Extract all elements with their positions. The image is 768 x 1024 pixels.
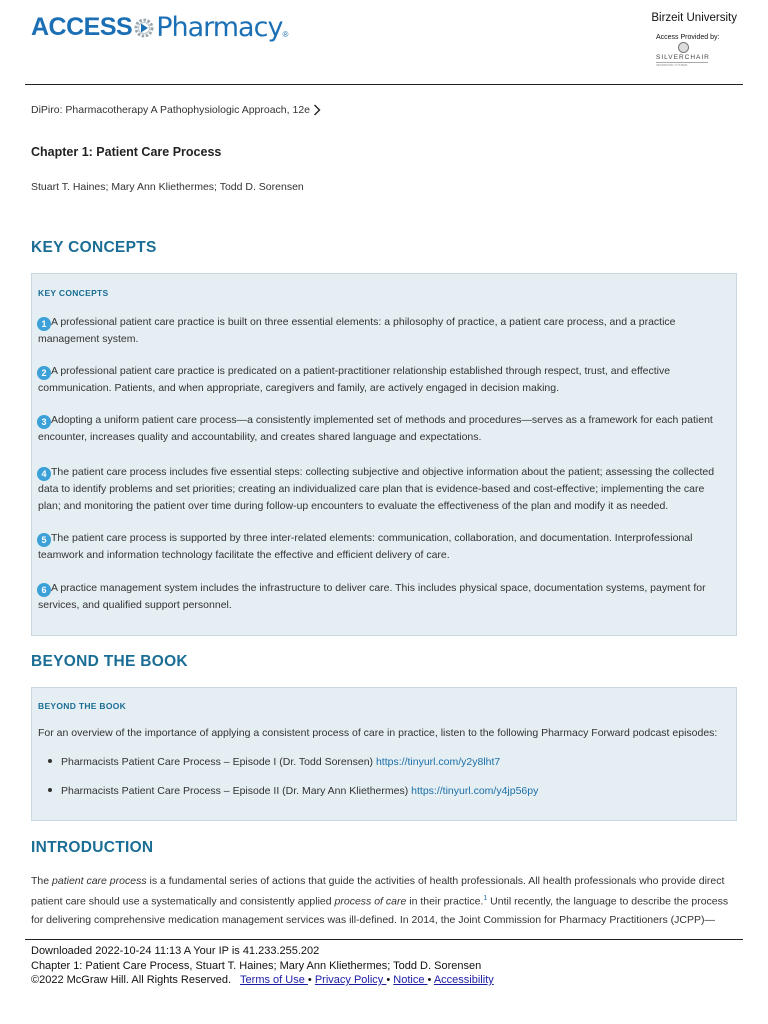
accessibility-link[interactable]: Accessibility [433,974,494,986]
chapter-authors: Stuart T. Haines; Mary Ann Kliethermes; Todd D. Sorensen [31,181,304,193]
copyright-text: ©2022 McGraw Hill. All Rights Reserved. [31,974,232,986]
silverchair-logo [656,42,708,67]
beyond-the-book-intro: For an overview of the importance of applying a consistent process of care in practice, listen to the following Pharmacy Forward podcast episodes: [38,727,718,739]
logo-pharmacy-text: Pharmacy [156,12,283,43]
separator: • [386,974,394,986]
bullet-icon [48,759,52,763]
concept-text: The patient care process is supported by three inter-related elements: communication, collaboration, and documentation. Interprofessional teamwork and information technology facilitate the effective and efficient delivery of care. [38,532,693,561]
concept-number-badge[interactable]: 3 [37,415,51,429]
concept-number-badge[interactable]: 1 [37,317,51,331]
key-concepts-box [31,273,737,636]
key-concept-item [38,412,726,446]
concept-number-badge[interactable]: 2 [37,366,51,380]
header-divider [25,84,743,85]
footer [31,944,494,988]
gear-arrow-icon [133,17,155,39]
podcast-link[interactable]: https://tinyurl.com/y2y8lht7 [375,756,501,768]
concept-text: A professional patient care practice is predicated on a patient-practitioner relationship established through respect, trust, and effective communication. Patients, and when appropriate, caregivers and family, are actively engaged in decision making. [38,365,671,394]
concept-text: A practice management system includes the infrastructure to deliver care. This includes physical space, documentation systems, payment for services, and qualified support personnel. [38,582,706,611]
concept-number-badge[interactable]: 6 [37,583,51,597]
intro-text-segment: in their practice. [406,895,484,908]
breadcrumb-book-link[interactable]: DiPiro: Pharmacotherapy A Pathophysiologic Approach, 12e [31,104,311,116]
separator: • [307,974,315,986]
privacy-policy-link[interactable]: Privacy Policy [314,974,387,986]
key-concept-item [38,363,726,397]
intro-emphasis: patient care process [52,875,147,887]
breadcrumb[interactable] [31,104,321,116]
footer-divider [25,939,743,940]
concept-number-badge[interactable]: 4 [37,467,51,481]
reference-link[interactable]: 1 [483,895,488,902]
podcast-title: Pharmacists Patient Care Process – Episode II (Dr. Mary Ann Kliethermes) [61,785,409,797]
beyond-the-book-box [31,687,737,821]
key-concept-item [38,464,726,515]
copyright-line [31,973,494,988]
introduction-heading: INTRODUCTION [31,839,154,856]
chevron-right-icon [313,104,321,116]
podcast-title: Pharmacists Patient Care Process – Episode I (Dr. Todd Sorensen) [61,756,374,768]
access-provided-label: Access Provided by: [656,34,720,41]
silverchair-logo-subtext: INFORMATION / SYSTEMS [656,62,708,67]
intro-text-segment: Until recently, the language to describe the process for delivering comprehensive medication management services was ill-defined. In 2014, the Joint Commission for Pharmacy Practitioners (JCPP)— [31,895,729,926]
concept-text: Adopting a uniform patient care process—a consistently implemented set of methods and procedures—serves as a framework for each patient encounter, increases quality and accountability, and creates shared language and expectations. [38,414,713,443]
podcast-link[interactable]: https://tinyurl.com/y4jp56py [411,785,539,797]
concept-text: A professional patient care practice is built on three essential elements: a philosophy of practice, a patient care process, and a practice management system. [38,316,676,345]
concept-text: The patient care process includes five essential steps: collecting subjective and objective information about the patient; assessing the collected data to identify problems and set priorities; creating an individualized care plan that is evidence-based and cost-effective; implementing the care plan; and monitoring the patient over time during follow-up encounters to evaluate the effectiveness of the plan and modify it as needed. [38,466,715,512]
silverchair-globe-icon [678,42,689,53]
notice-link[interactable]: Notice [393,974,428,986]
key-concepts-box-label: KEY CONCEPTS [38,288,109,298]
beyond-the-book-box-label: BEYOND THE BOOK [38,701,127,711]
silverchair-logo-text: SILVERCHAIR [656,54,710,61]
key-concept-item [38,530,726,564]
key-concept-item [38,314,726,348]
podcast-list-item [48,785,538,797]
separator: • [427,974,434,986]
logo-registered-mark: ® [282,30,289,39]
key-concept-item [38,580,726,614]
accesspharmacy-logo[interactable] [31,12,288,43]
intro-emphasis: process of care [334,895,407,908]
logo-access-text: ACCESS [31,13,133,41]
bullet-icon [48,788,52,792]
intro-text-segment: The [31,875,53,887]
download-info: Downloaded 2022-10-24 11:13 A Your IP is 41.233.255.202 [31,945,320,957]
terms-of-use-link[interactable]: Terms of Use [240,974,308,986]
institution-name: Birzeit University [651,12,737,24]
intro-text-segment: is a fundamental series of actions that guide the activities of health professionals. All health professionals who provide direct patient care should use a systematically and consistently applied [31,875,725,908]
podcast-list-item [48,756,500,768]
beyond-the-book-heading: BEYOND THE BOOK [31,653,188,670]
key-concepts-heading: KEY CONCEPTS [31,239,157,256]
chapter-title: Chapter 1: Patient Care Process [31,145,222,159]
concept-number-badge[interactable]: 5 [37,533,51,547]
introduction-paragraph [31,872,737,929]
citation-line: Chapter 1: Patient Care Process, Stuart T. Haines; Mary Ann Kliethermes; Todd D. Sorensen [31,959,482,972]
